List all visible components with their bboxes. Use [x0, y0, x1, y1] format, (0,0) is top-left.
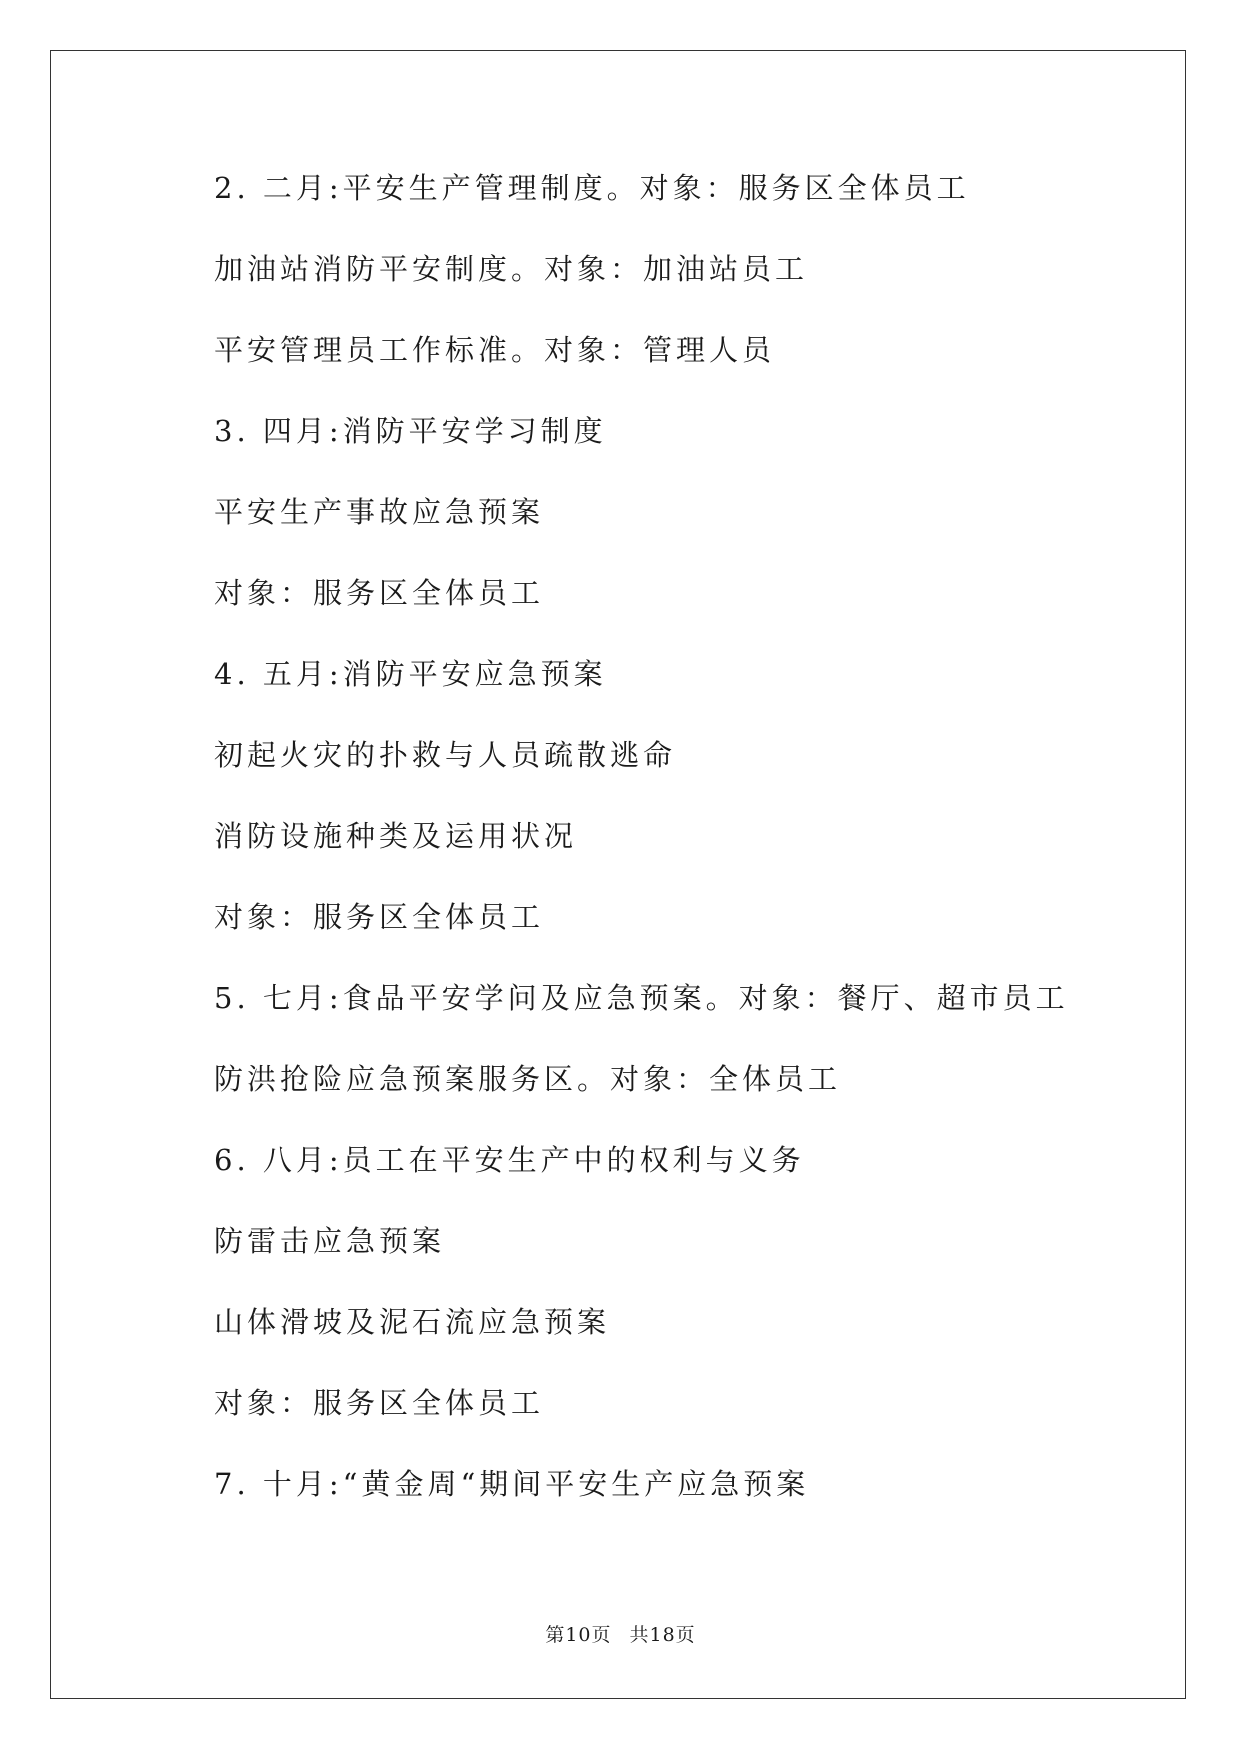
- text-line: 对象：服务区全体员工: [214, 576, 545, 610]
- text-line: 平安生产事故应急预案: [214, 495, 545, 529]
- text-line: 对象：服务区全体员工: [214, 1386, 545, 1420]
- text-line: 防洪抢险应急预案服务区。对象：全体员工: [214, 1062, 842, 1096]
- text-line: 山体滑坡及泥石流应急预案: [214, 1305, 611, 1339]
- text-line: 5. 七月:食品平安学问及应急预案。对象：餐厅、超市员工: [214, 981, 1069, 1015]
- text-line: 2. 二月:平安生产管理制度。对象：服务区全体员工: [214, 171, 970, 205]
- text-line: 加油站消防平安制度。对象：加油站员工: [214, 252, 809, 286]
- text-line: 对象：服务区全体员工: [214, 900, 545, 934]
- text-line: 平安管理员工作标准。对象：管理人员: [214, 333, 776, 367]
- current-page-number: 第10页: [545, 1624, 612, 1646]
- total-pages: 共18页: [629, 1624, 696, 1646]
- text-line: 初起火灾的扑救与人员疏散逃命: [214, 738, 677, 772]
- document-body: [214, 168, 1114, 1545]
- text-line: 消防设施种类及运用状况: [214, 819, 578, 853]
- text-line: 3. 四月:消防平安学习制度: [214, 414, 607, 448]
- text-line: 4. 五月:消防平安应急预案: [214, 657, 607, 691]
- text-line: 防雷击应急预案: [214, 1224, 446, 1258]
- page-footer: [0, 1620, 1241, 1647]
- text-line: 7. 十月:“黄金周“期间平安生产应急预案: [214, 1467, 810, 1501]
- text-line: 6. 八月:员工在平安生产中的权利与义务: [214, 1143, 805, 1177]
